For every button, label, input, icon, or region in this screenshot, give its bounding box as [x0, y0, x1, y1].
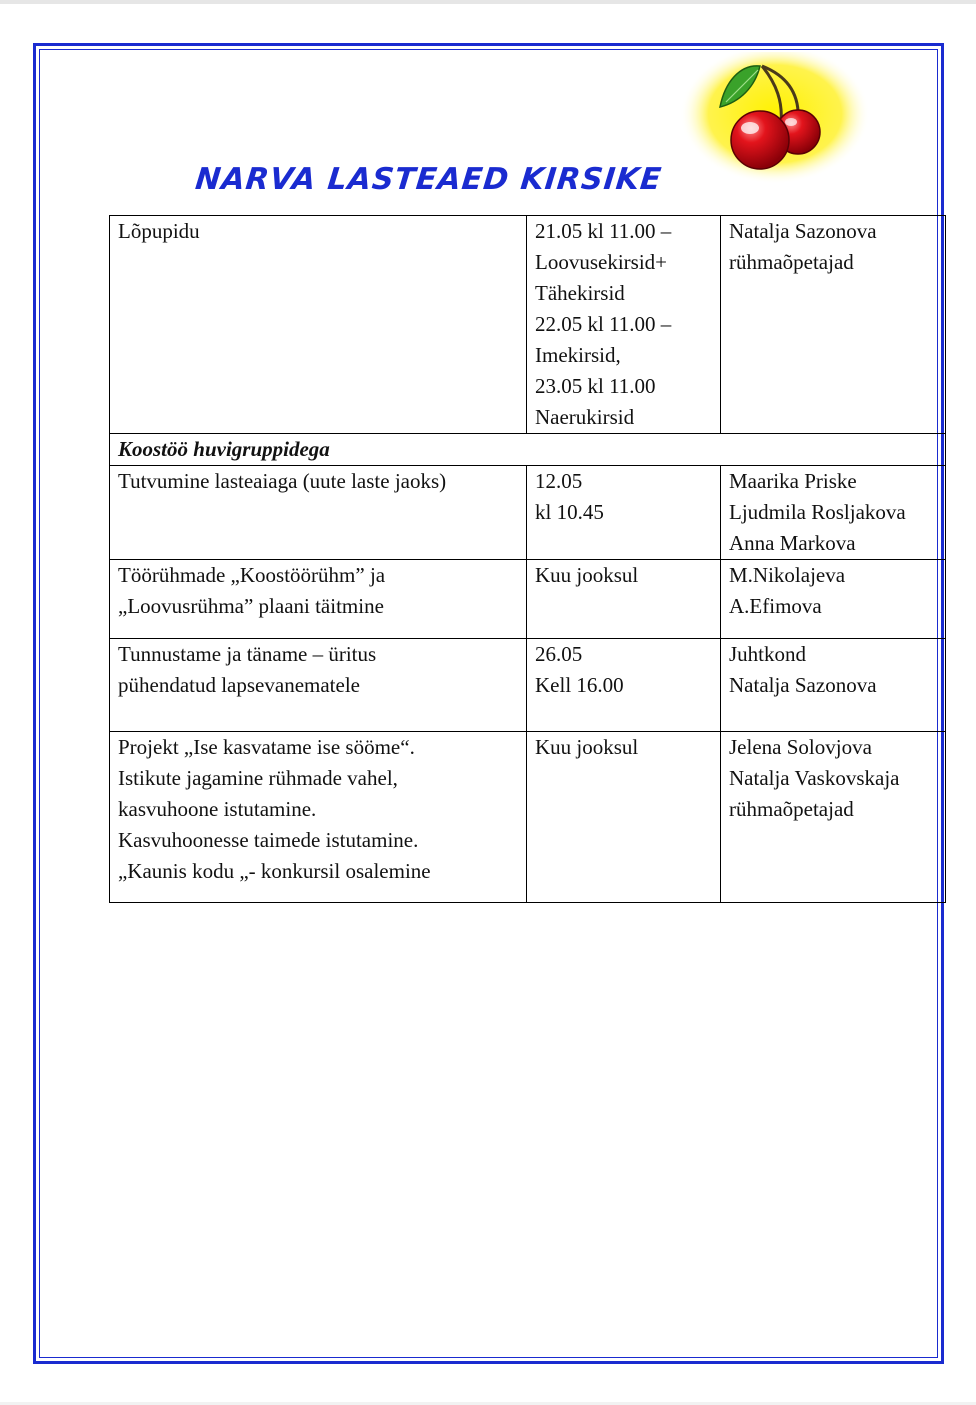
cell-line: Loovusekirsid+ — [535, 250, 667, 274]
table-row — [110, 560, 946, 639]
responsible-cell — [721, 732, 946, 903]
responsible-cell — [721, 639, 946, 732]
cherry-icon — [680, 52, 870, 192]
cell-line: Imekirsid, — [535, 343, 621, 367]
cell-line: Tutvumine lasteaiaga (uute laste jaoks) — [118, 469, 447, 493]
cell-line: Tähekirsid — [535, 281, 625, 305]
cell-line: Anna Markova — [729, 531, 856, 555]
cell-line: Natalja Vaskovskaja — [729, 766, 900, 790]
cell-line: Kuu jooksul — [535, 563, 639, 587]
section-title: Koostöö huvigruppidega — [110, 434, 946, 466]
cell-line: Natalja Sazonova — [729, 673, 877, 697]
cell-line: Lõpupidu — [118, 219, 200, 243]
cell-line: kl 10.45 — [535, 500, 604, 524]
cell-line: rühmaõpetajad — [729, 797, 854, 821]
event-cell — [110, 466, 527, 560]
cell-line: 23.05 kl 11.00 — [535, 374, 656, 398]
cell-line: 26.05 — [535, 642, 583, 666]
time-cell — [527, 560, 721, 639]
cell-line: „Loovusrühma” plaani täitmine — [118, 594, 384, 618]
cell-line: pühendatud lapsevanematele — [118, 673, 360, 697]
event-cell — [110, 216, 527, 434]
cell-line: Juhtkond — [729, 642, 807, 666]
time-cell — [527, 466, 721, 560]
page-title: NARVA LASTEAED KIRSIKE — [193, 162, 664, 197]
responsible-cell — [721, 216, 946, 434]
cell-line: Naerukirsid — [535, 405, 635, 429]
table-row — [110, 216, 946, 434]
cell-line: 22.05 kl 11.00 – — [535, 312, 672, 336]
cell-line: Maarika Priske — [729, 469, 857, 493]
event-cell — [110, 639, 527, 732]
cell-line: Projekt „Ise kasvatame ise sööme“. — [118, 735, 415, 759]
table-row — [110, 732, 946, 903]
responsible-cell — [721, 466, 946, 560]
cell-line: A.Efimova — [729, 594, 822, 618]
cell-line: Kell 16.00 — [535, 673, 624, 697]
time-cell — [527, 639, 721, 732]
cell-line: Istikute jagamine rühmade vahel, — [118, 766, 398, 790]
cell-line: 12.05 — [535, 469, 583, 493]
cell-line: Töörühmade „Koostöörühm” ja — [118, 563, 386, 587]
time-cell — [527, 732, 721, 903]
cell-line: Tunnustame ja täname – üritus — [118, 642, 377, 666]
table-row — [110, 466, 946, 560]
cell-line: Kuu jooksul — [535, 735, 639, 759]
event-cell — [110, 732, 527, 903]
cell-line: M.Nikolajeva — [729, 563, 846, 587]
time-cell — [527, 216, 721, 434]
cell-line: rühmaõpetajad — [729, 250, 854, 274]
cell-line: Ljudmila Rosljakova — [729, 500, 906, 524]
cell-line: Jelena Solovjova — [729, 735, 872, 759]
cell-line: „Kaunis kodu „- konkursil osalemine — [118, 859, 431, 883]
cell-line: Kasvuhoonesse taimede istutamine. — [118, 828, 419, 852]
cell-line: 21.05 kl 11.00 – — [535, 219, 672, 243]
section-row — [110, 434, 946, 466]
cell-line: Natalja Sazonova — [729, 219, 877, 243]
event-plan-table — [109, 215, 946, 903]
table-row — [110, 639, 946, 732]
event-cell — [110, 560, 527, 639]
cell-line: kasvuhoone istutamine. — [118, 797, 317, 821]
responsible-cell — [721, 560, 946, 639]
